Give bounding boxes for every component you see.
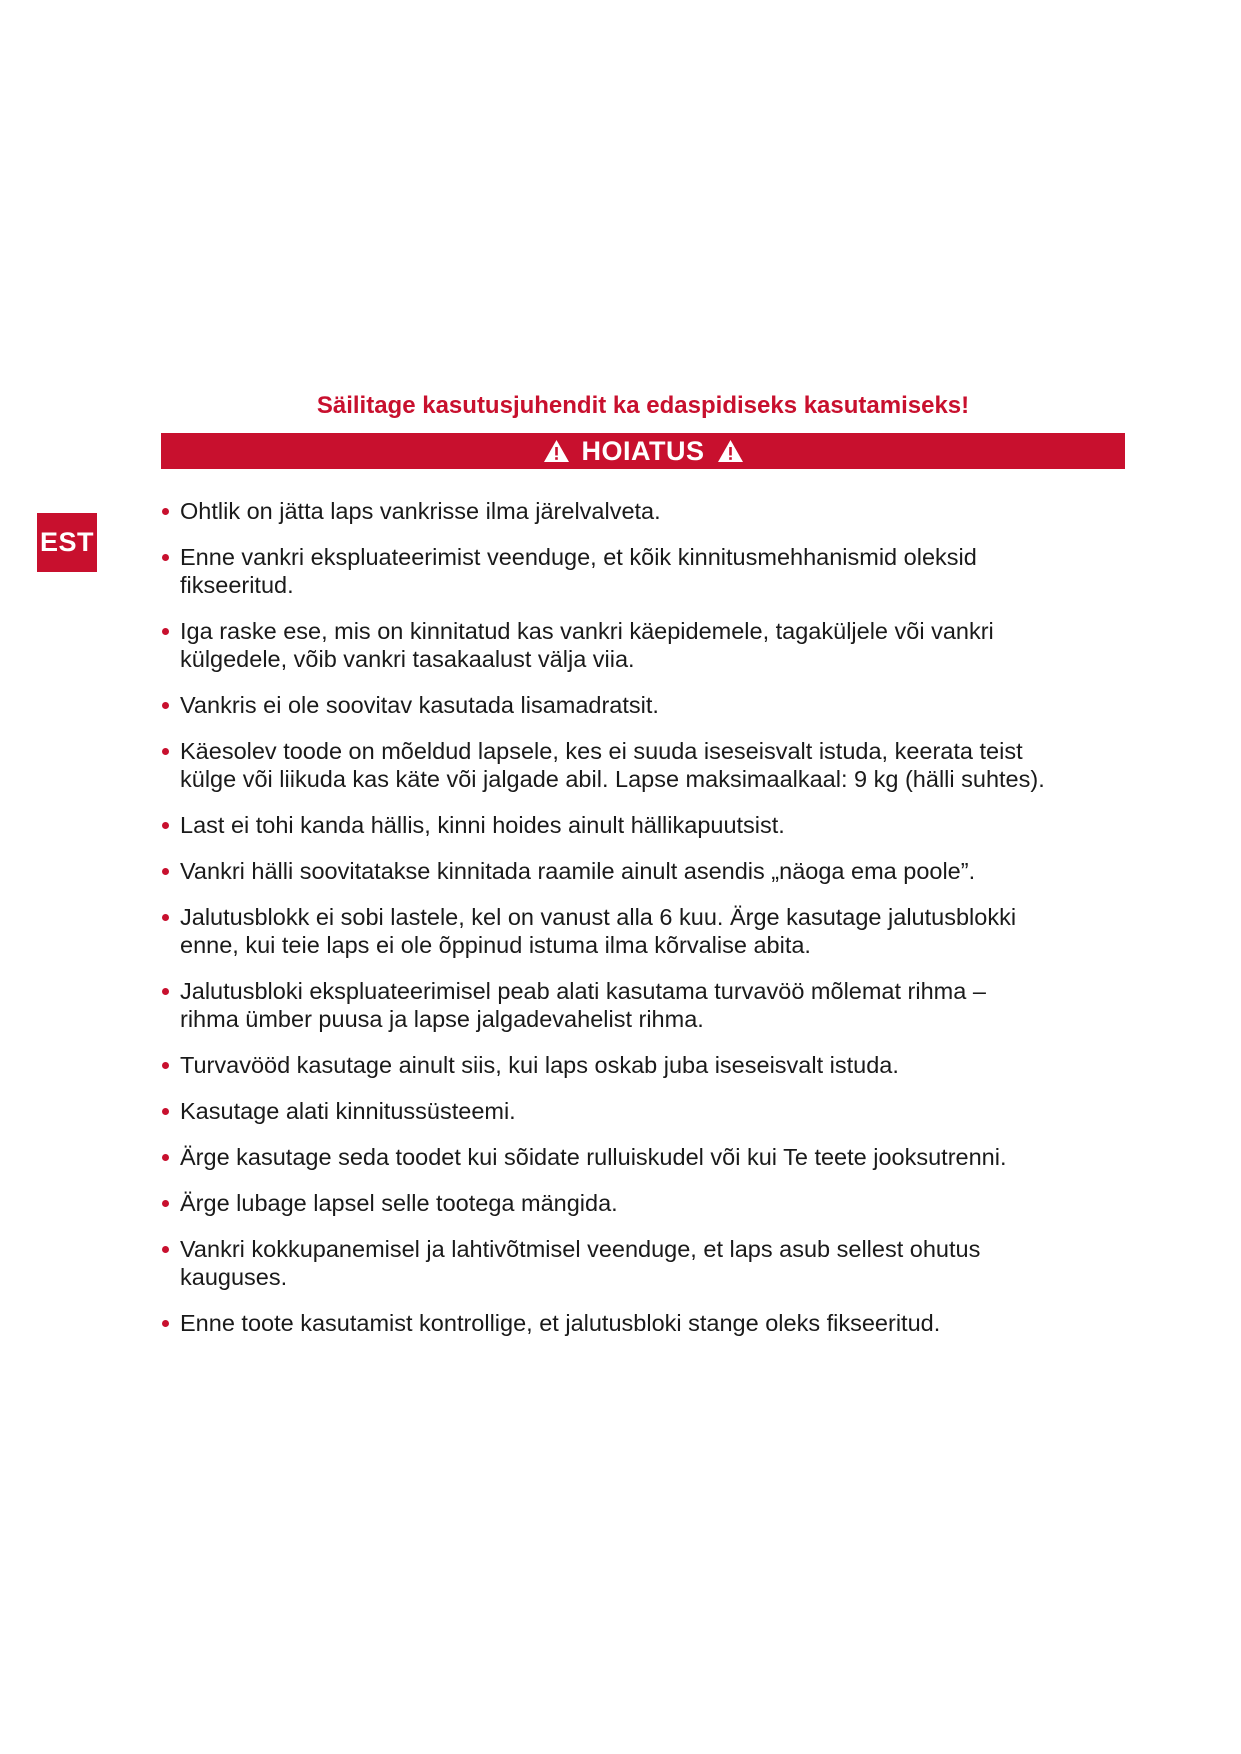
warning-list — [160, 497, 1140, 1355]
list-item — [160, 1235, 1140, 1291]
bullet-icon — [162, 554, 169, 561]
bullet-icon — [162, 822, 169, 829]
list-item-text: Ärge lubage lapsel selle tootega mängida. — [180, 1190, 618, 1216]
bullet-icon — [162, 914, 169, 921]
list-item — [160, 811, 1140, 839]
list-item-text: Ärge kasutage seda toodet kui sõidate rulluiskudel või kui Te teete jooksutrenni. — [180, 1144, 1007, 1170]
list-item-text: Enne toote kasutamist kontrollige, et jalutusbloki stange oleks fikseeritud. — [180, 1310, 941, 1336]
list-item — [160, 1143, 1140, 1171]
list-item — [160, 977, 1140, 1033]
bullet-icon — [162, 748, 169, 755]
bullet-icon — [162, 508, 169, 515]
list-item — [160, 903, 1140, 959]
list-item-text: Iga raske ese, mis on kinnitatud kas vankri käepidemele, tagaküljele või vankri külgedele, võib vankri tasakaalust välja viia. — [180, 618, 994, 672]
warning-triangle-icon — [543, 439, 570, 463]
bullet-icon — [162, 1200, 169, 1207]
list-item-text: Jalutusbloki ekspluateerimisel peab alati kasutama turvavöö mõlemat rihma – rihma ümber puusa ja lapse jalgadevahelist rihma. — [180, 978, 986, 1032]
list-item — [160, 737, 1140, 793]
bullet-icon — [162, 1154, 169, 1161]
list-item — [160, 1051, 1140, 1079]
list-item — [160, 857, 1140, 885]
list-item-text: Kasutage alati kinnitussüsteemi. — [180, 1098, 516, 1124]
list-item-text: Vankri kokkupanemisel ja lahtivõtmisel veenduge, et laps asub sellest ohutus kauguses. — [180, 1236, 981, 1290]
bullet-icon — [162, 868, 169, 875]
list-item-text: Jalutusblokk ei sobi lastele, kel on vanust alla 6 kuu. Ärge kasutage jalutusblokki enne, kui teie laps ei ole õppinud istuma ilma kõrvalise abita. — [180, 904, 1017, 958]
bullet-icon — [162, 1062, 169, 1069]
bullet-icon — [162, 702, 169, 709]
list-item — [160, 617, 1140, 673]
list-item — [160, 497, 1140, 525]
bullet-icon — [162, 1320, 169, 1327]
list-item-text: Vankris ei ole soovitav kasutada lisamadratsit. — [180, 692, 659, 718]
bullet-icon — [162, 1246, 169, 1253]
list-item-text: Vankri hälli soovitatakse kinnitada raamile ainult asendis „näoga ema poole”. — [180, 858, 976, 884]
list-item — [160, 1189, 1140, 1217]
list-item — [160, 691, 1140, 719]
bullet-icon — [162, 628, 169, 635]
warning-banner — [161, 433, 1125, 469]
language-tab: EST — [37, 513, 97, 572]
page-subtitle: Säilitage kasutusjuhendit ka edaspidiseks kasutamiseks! — [316, 392, 970, 419]
list-item — [160, 1097, 1140, 1125]
bullet-icon — [162, 988, 169, 995]
bullet-icon — [162, 1108, 169, 1115]
warning-label: HOIATUS — [581, 435, 705, 466]
list-item — [160, 1309, 1140, 1337]
list-item-text: Ohtlik on jätta laps vankrisse ilma järelvalveta. — [180, 498, 661, 524]
list-item-text: Last ei tohi kanda hällis, kinni hoides ainult hällikapuutsist. — [180, 812, 785, 838]
list-item-text: Enne vankri ekspluateerimist veenduge, et kõik kinnitusmehhanismid oleksid fikseeritud. — [180, 544, 977, 598]
list-item — [160, 543, 1140, 599]
list-item-text: Käesolev toode on mõeldud lapsele, kes ei suuda iseseisvalt istuda, keerata teist külge või liikuda kas käte või jalgade abil. Lapse maksimaalkaal: 9 kg (hälli suhtes). — [180, 738, 1045, 792]
warning-triangle-icon — [717, 439, 744, 463]
list-item-text: Turvavööd kasutage ainult siis, kui laps oskab juba iseseisvalt istuda. — [180, 1052, 899, 1078]
